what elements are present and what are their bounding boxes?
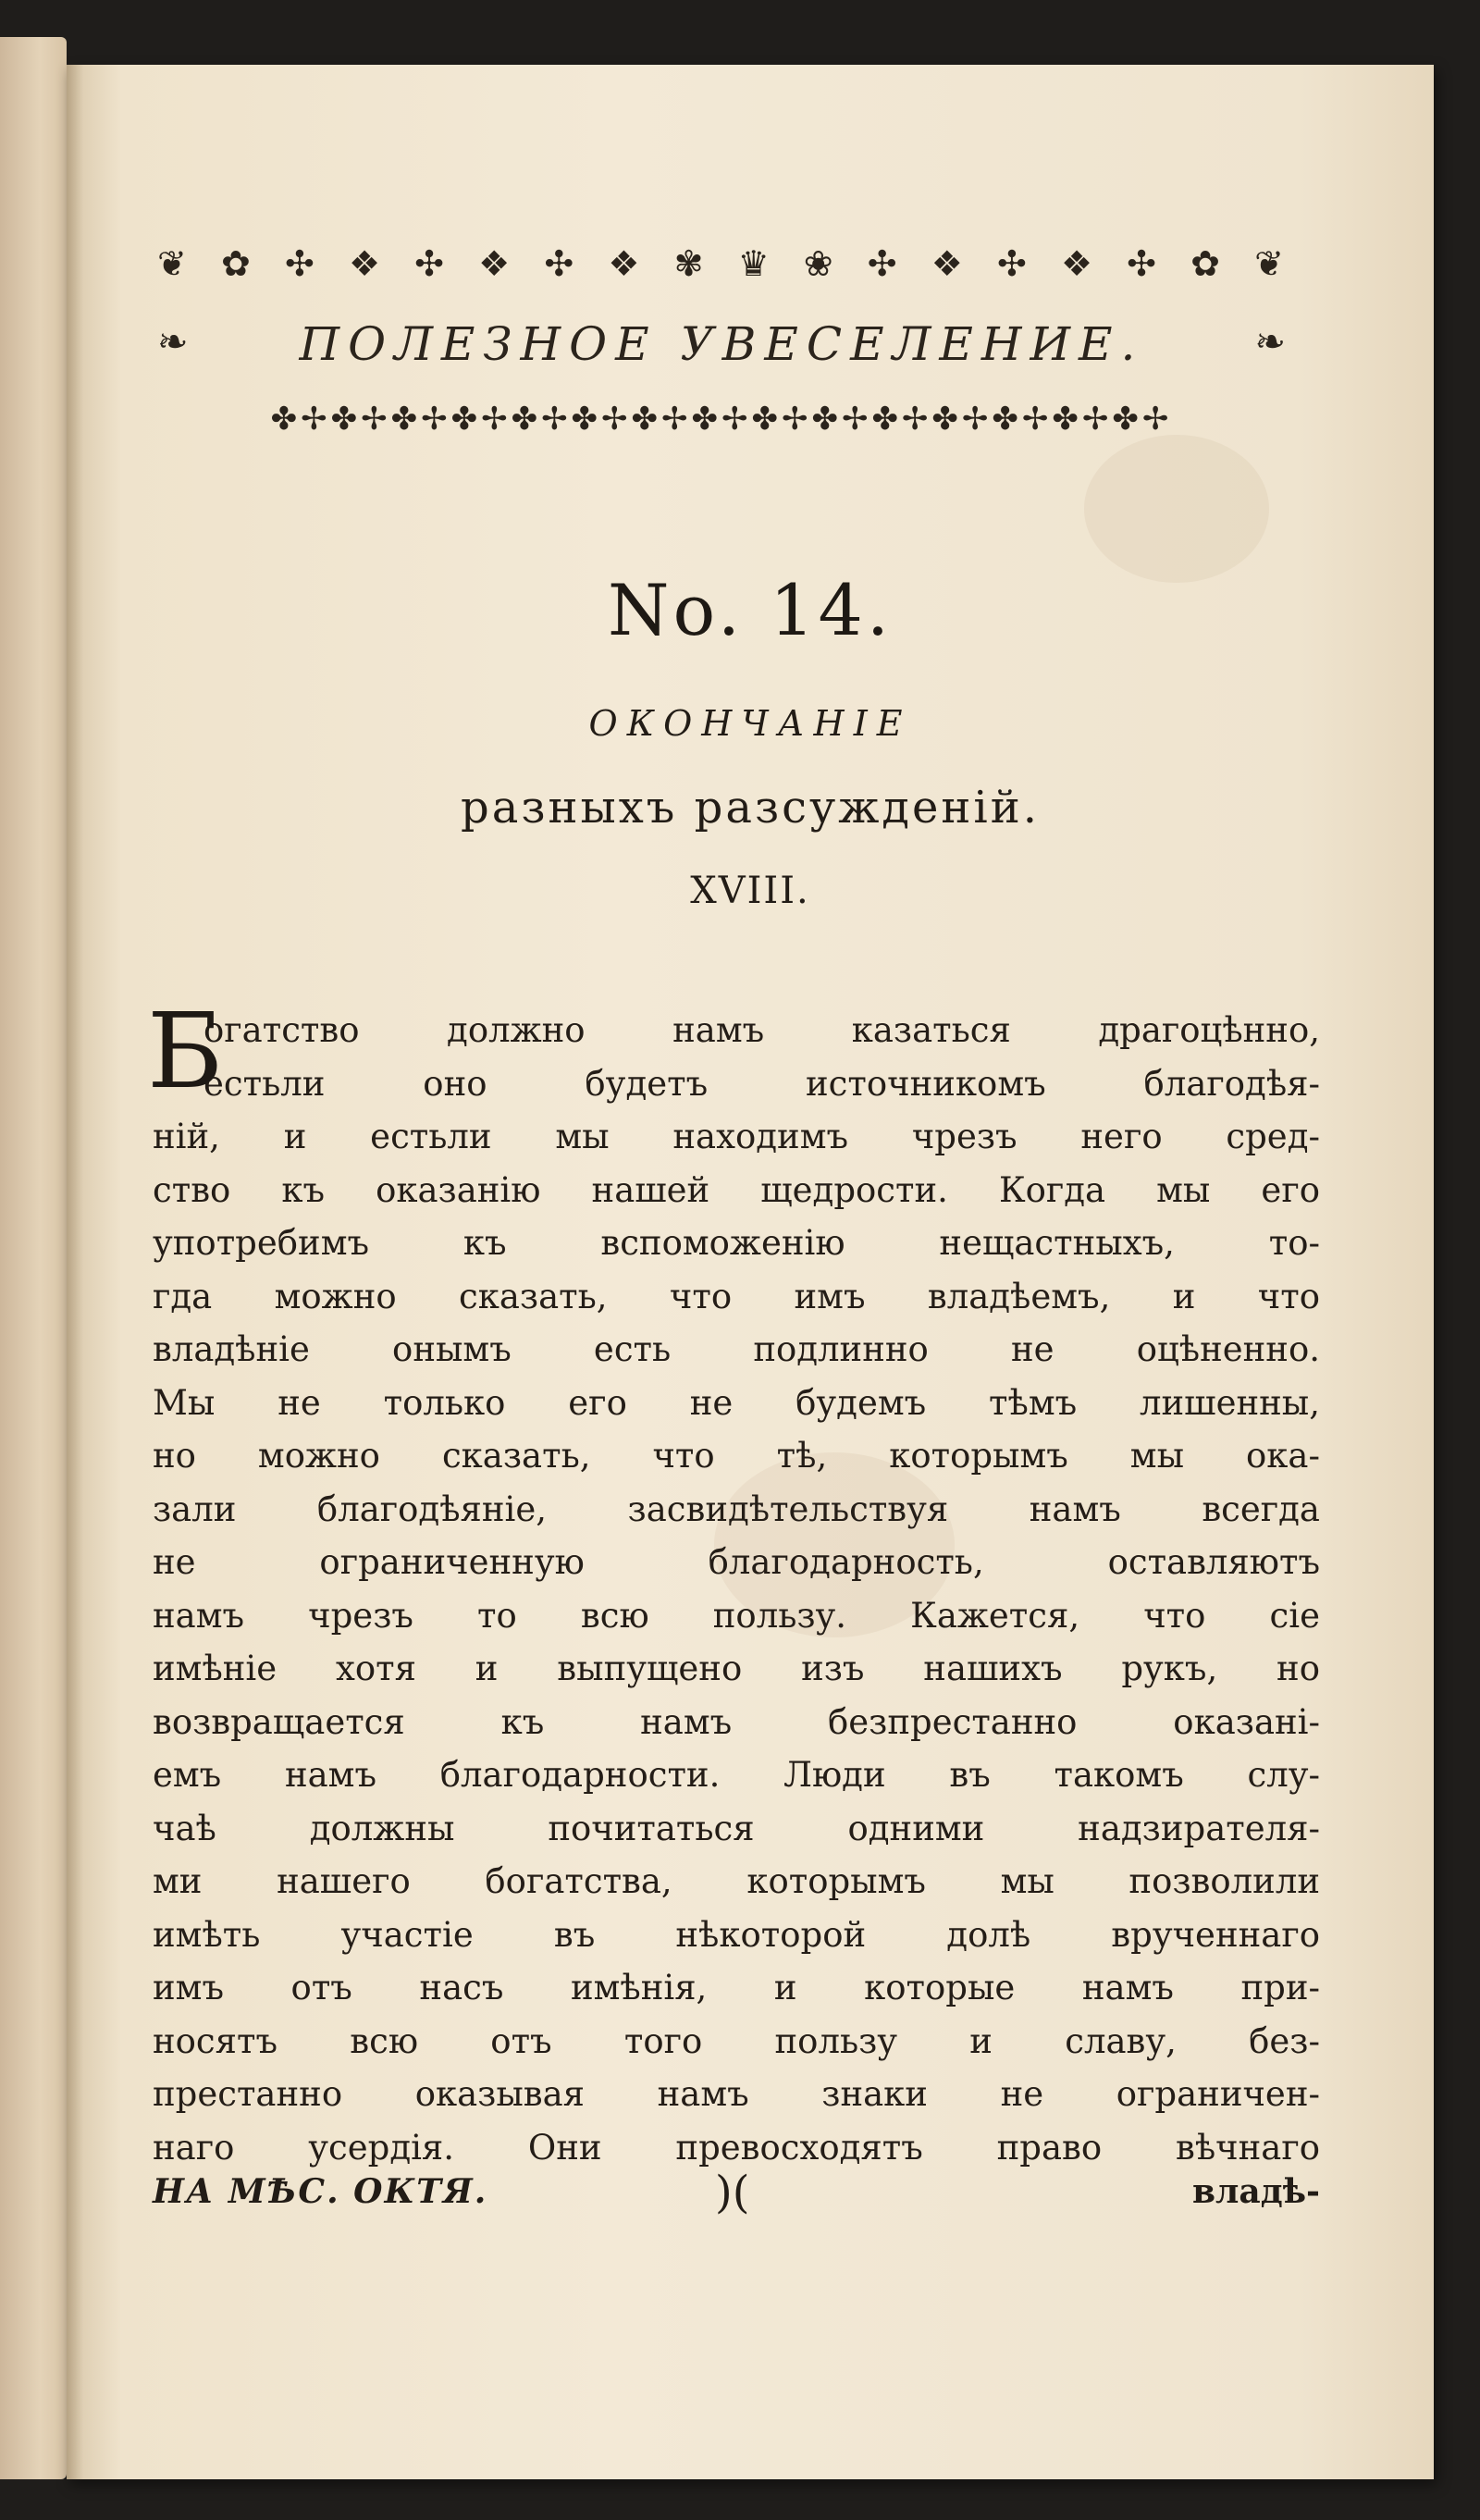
issue-number: No. 14. xyxy=(607,569,894,651)
text-line: не ограниченную благодарность, оставляютъ xyxy=(153,1542,1320,1582)
ornament-glyph: ✣ xyxy=(544,243,576,284)
previous-page-edge xyxy=(0,37,67,2479)
book-page xyxy=(67,65,1434,2479)
ornament-glyph: ✣ xyxy=(284,243,316,284)
text-line: зали благодѣянiе, засвидѣтельствуя намъ всегда xyxy=(153,1489,1320,1529)
text-line: владѣнiе онымъ есть подлинно не оцѣненно. xyxy=(153,1329,1320,1369)
ornament-glyph: ✿ xyxy=(220,243,253,284)
text-line: престанно оказывая намъ знаки не ограничен- xyxy=(153,2074,1320,2114)
ornament-glyph: ❀ xyxy=(803,243,835,284)
section-number: XVIII. xyxy=(690,870,810,912)
signature-mark-text: НА МѢС. ОКТЯ. xyxy=(153,2172,488,2211)
ornament-bottom-row xyxy=(157,393,1286,445)
text-line: емъ намъ благодарности. Люди въ такомъ слу- xyxy=(153,1755,1320,1795)
text-line: имѣнiе хотя и выпущено изъ нашихъ рукъ, но xyxy=(153,1649,1320,1688)
drop-cap: Б xyxy=(147,992,224,1112)
ornament-glyph: ❦ xyxy=(1254,243,1286,284)
ornament-glyph: ✾ xyxy=(673,243,706,284)
text-line: но можно сказать, что тѣ, которымъ мы ока- xyxy=(153,1436,1320,1476)
ornament-glyph: ✣ xyxy=(1127,243,1159,284)
ornament-glyph: ❖ xyxy=(478,243,512,284)
text-line: чаѣ должны почитаться одними надзирателя- xyxy=(153,1808,1320,1848)
section-subtitle: разныхъ разсужденiй. xyxy=(461,782,1040,834)
ornament-glyph: ❖ xyxy=(1060,243,1095,284)
ornament-glyph: ❦ xyxy=(157,243,189,284)
text-line: гда можно сказать, что имъ владѣемъ, и что xyxy=(153,1276,1320,1316)
page-footer xyxy=(153,2167,1320,2228)
text-line: Мы не только его не будемъ тѣмъ лишенны, xyxy=(153,1382,1320,1423)
ornament-glyph: ♛ xyxy=(737,243,771,284)
text-line: носятъ всю отъ того пользу и славу, без- xyxy=(153,2020,1320,2061)
text-line: огатство должно намъ казаться драгоцѣнно, xyxy=(204,1010,1320,1050)
ornament-right: ❧ xyxy=(1254,321,1286,364)
ornament-glyph: ✣ xyxy=(414,243,447,284)
signature-symbol: )( xyxy=(715,2167,750,2218)
text-line: возвращается къ намъ безпрестанно оказанi- xyxy=(153,1701,1320,1742)
catchword: владѣ- xyxy=(1192,2172,1320,2211)
journal-title: ПОЛЕЗНОЕ УВЕСЕЛЕНИЕ. xyxy=(299,317,1144,371)
text-line: намъ чрезъ то всю пользу. Кажется, что сiе xyxy=(153,1595,1320,1636)
ornament-glyph: ✣ xyxy=(996,243,1029,284)
text-line: имѣть участiе въ нѣкоторой долѣ врученнаго xyxy=(153,1914,1320,1955)
ornament-top-row xyxy=(157,236,1286,291)
ornament-left: ❧ xyxy=(157,321,189,364)
text-line: ми нашего богатства, которымъ мы позволили xyxy=(153,1861,1320,1901)
text-line: употребимъ къ вспоможенiю нещастныхъ, то- xyxy=(153,1223,1320,1263)
text-line: ство къ оказанiю нашей щедрости. Когда мы его xyxy=(153,1169,1320,1210)
ornament-bottom-glyphs: ✤✢✤✢✤✢✤✢✤✢✤✢✤✢✤✢✤✢✤✢✤✢✤✢✤✢✤✢✤✢ xyxy=(270,401,1173,438)
text-line: естьли оно будетъ источникомъ благодѣя- xyxy=(204,1063,1320,1104)
ornament-glyph: ❖ xyxy=(931,243,965,284)
header-ornament xyxy=(157,236,1286,449)
ornament-glyph: ✿ xyxy=(1190,243,1222,284)
text-line: имъ отъ насъ имѣнiя, и которые намъ при- xyxy=(153,1968,1320,2007)
section-title: ОКОНЧАНIЕ xyxy=(588,703,912,744)
body-text xyxy=(147,992,1320,2174)
ornament-glyph: ✣ xyxy=(867,243,899,284)
ornament-glyph: ❖ xyxy=(348,243,383,284)
text-line: нiй, и естьли мы находимъ чрезъ него сред- xyxy=(153,1117,1320,1156)
text-line: наго усердiя. Они превосходятъ право вѣчнаго xyxy=(153,2127,1320,2168)
ornament-glyph: ❖ xyxy=(608,243,642,284)
